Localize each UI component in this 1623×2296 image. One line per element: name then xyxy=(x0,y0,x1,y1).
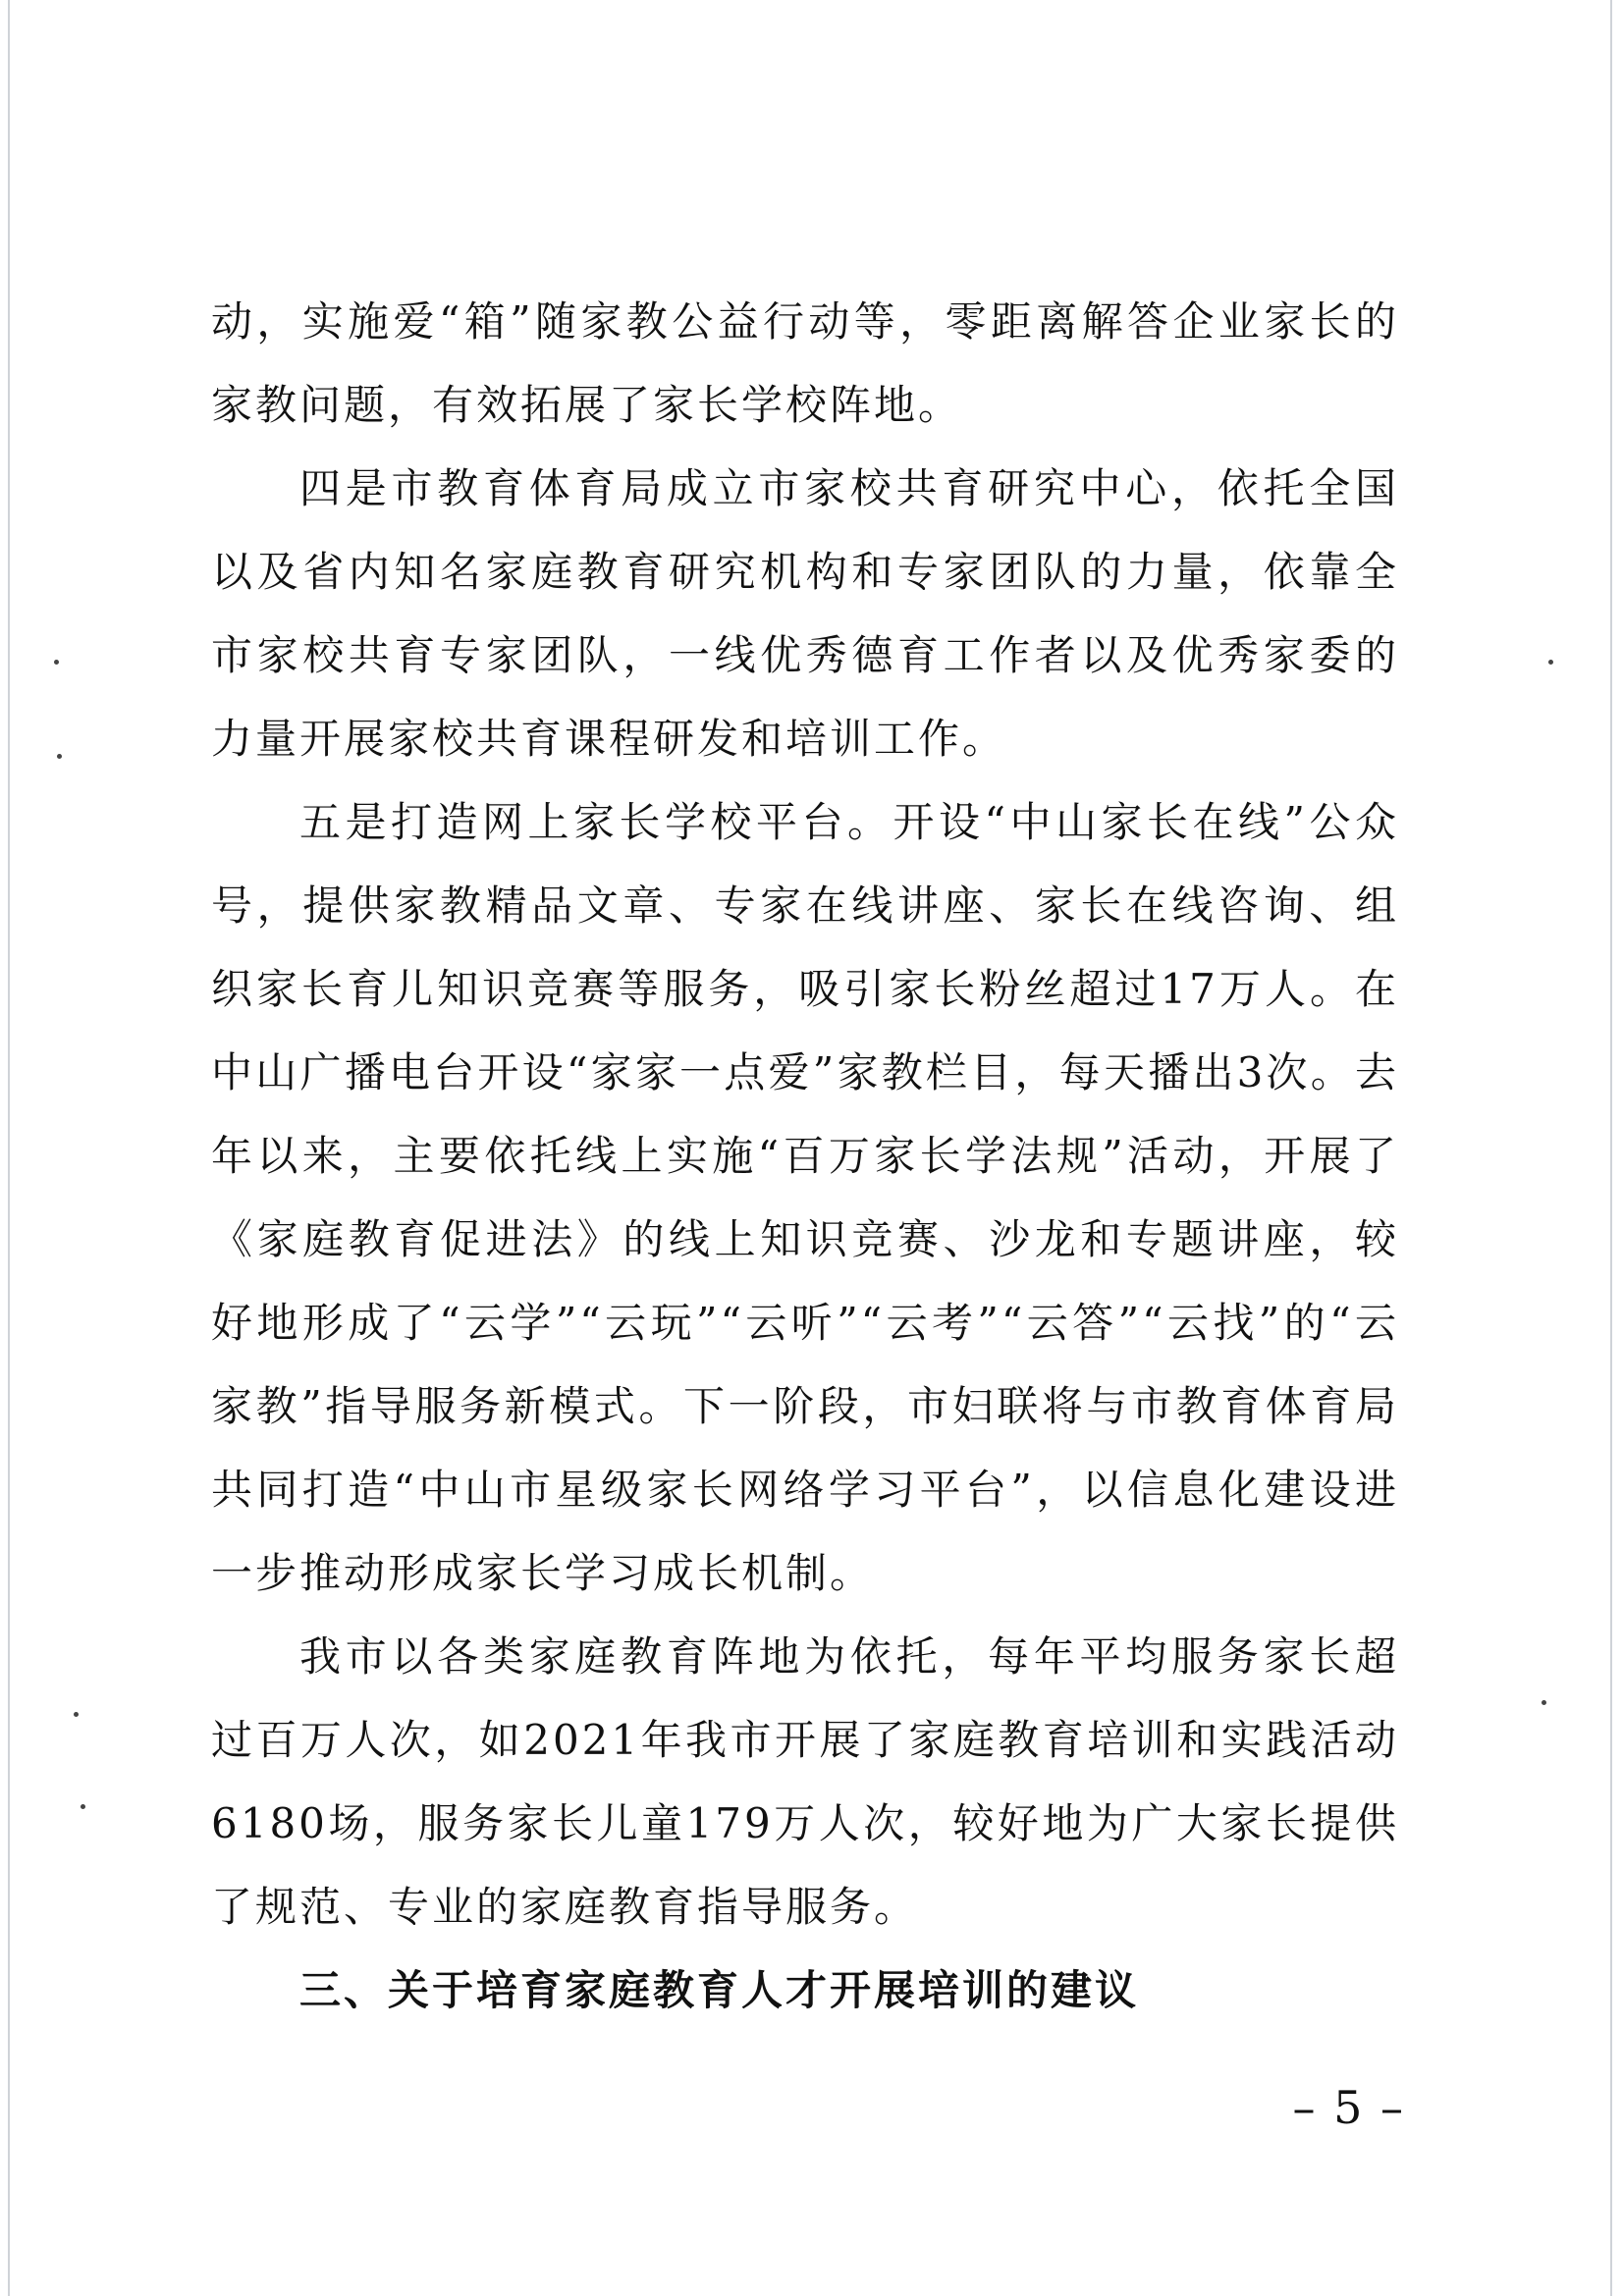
scan-edge-left xyxy=(8,0,10,2296)
scan-speck xyxy=(54,660,59,665)
paragraph-4: 我市以各类家庭教育阵地为依托，每年平均服务家长超过百万人次，如2021年我市开展了家庭教育培训和实践活动6180场，服务家长儿童179万人次，较好地为广大家长提供了规范、专业的家庭教育指导服务。 xyxy=(211,1632,1399,1931)
section-heading: 三、关于培育家庭教育人才开展培训的建议 xyxy=(299,1966,1140,2014)
document-body xyxy=(211,280,1399,2032)
paragraph-1: 动，实施爱“箱”随家教公益行动等，零距离解答企业家长的家教问题，有效拓展了家长学校阵地。 xyxy=(211,297,1399,429)
page-number: – 5 – xyxy=(1292,2081,1405,2134)
paragraph-3: 五是打造网上家长学校平台。开设“中山家长在线”公众号，提供家教精品文章、专家在线讲座、家长在线咨询、组织家长育儿知识竞赛等服务，吸引家长粉丝超过17万人。在中山广播电台开设“家家一点爱”家教栏目，每天播出3次。去年以来，主要依托线上实施“百万家长学法规”活动，开展了《家庭教育促进法》的线上知识竞赛、沙龙和专题讲座，较好地形成了“云学”“云玩”“云听”“云考”“云答”“云找”的“云家教”指导服务新模式。下一阶段，市妇联将与市教育体育局共同打造“中山市星级家长网络学习平台”，以信息化建设进一步推动形成家长学习成长机制。 xyxy=(211,798,1399,1597)
paragraph-2: 四是市教育体育局成立市家校共育研究中心，依托全国以及省内知名家庭教育研究机构和专家团队的力量，依靠全市家校共育专家团队，一线优秀德育工作者以及优秀家委的力量开展家校共育课程研发和培训工作。 xyxy=(211,464,1399,763)
scan-edge-right xyxy=(1610,0,1612,2296)
scan-speck xyxy=(81,1804,85,1809)
scan-speck xyxy=(1548,660,1553,665)
scan-speck xyxy=(74,1712,79,1717)
scan-speck xyxy=(1542,1700,1546,1705)
scan-speck xyxy=(57,754,62,759)
